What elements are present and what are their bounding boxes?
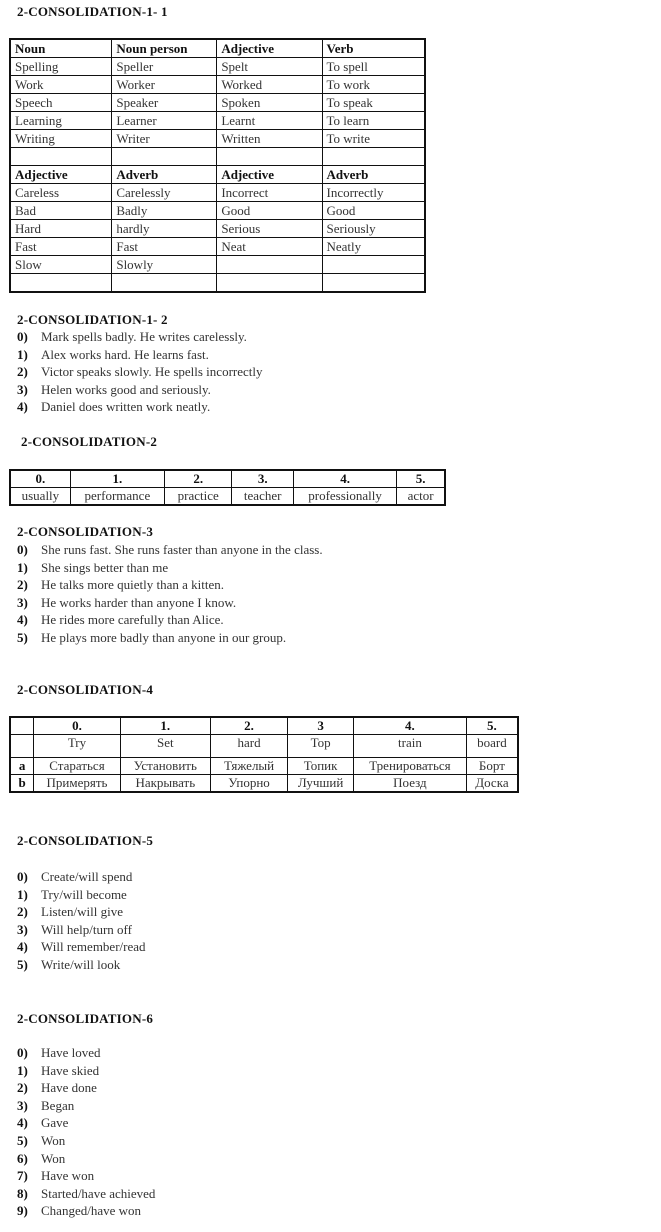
table-cell: train bbox=[354, 735, 467, 758]
item-number: 5) bbox=[17, 629, 28, 645]
table-cell: Good bbox=[322, 202, 425, 220]
table-cell: hardly bbox=[112, 220, 217, 238]
item-number: 2) bbox=[17, 1080, 28, 1096]
item-text: Won bbox=[41, 1132, 66, 1148]
item-text: Began bbox=[41, 1097, 75, 1113]
table-cell: Noun person bbox=[112, 39, 217, 58]
table-cell: Top bbox=[288, 735, 354, 758]
table-cell: Лучший bbox=[288, 775, 354, 793]
table-cell bbox=[322, 148, 425, 166]
table-cell: actor bbox=[397, 488, 445, 506]
table-cell: Примерять bbox=[34, 775, 120, 793]
section-title: 2-CONSOLIDATION-1- 1 bbox=[17, 4, 168, 19]
item-number: 0) bbox=[17, 542, 28, 557]
item-number: 1) bbox=[17, 559, 28, 575]
item-text: Create/will spend bbox=[41, 869, 133, 884]
table-row bbox=[10, 94, 425, 112]
table-cell: Incorrect bbox=[217, 184, 322, 202]
item-number: 3) bbox=[17, 594, 28, 610]
table-cell: Доска bbox=[466, 775, 518, 793]
item-number: 6) bbox=[17, 1150, 28, 1166]
list-item bbox=[17, 576, 323, 594]
item-number: 8) bbox=[17, 1185, 28, 1201]
table-cell: To spell bbox=[322, 58, 425, 76]
list-item bbox=[17, 541, 323, 559]
list-item bbox=[17, 1202, 155, 1220]
item-text: She runs fast. She runs faster than anyone in the class. bbox=[41, 542, 323, 557]
table-cell: professionally bbox=[294, 488, 397, 506]
list-item bbox=[17, 398, 263, 416]
table-row bbox=[10, 238, 425, 256]
table-cell bbox=[112, 148, 217, 166]
table-cell: 1. bbox=[70, 470, 164, 488]
table-cell: Установить bbox=[120, 758, 210, 775]
item-number: 0) bbox=[17, 1045, 28, 1060]
list-item bbox=[17, 328, 263, 346]
item-number: 5) bbox=[17, 1132, 28, 1148]
table-cell: Learner bbox=[112, 112, 217, 130]
table-row bbox=[10, 274, 425, 293]
table-cell: 1. bbox=[120, 717, 210, 735]
table-cell: Noun bbox=[10, 39, 112, 58]
item-text: She sings better than me bbox=[41, 559, 169, 575]
table-cell: Борт bbox=[466, 758, 518, 775]
item-text: Mark spells badly. He writes carelessly. bbox=[41, 329, 247, 344]
table-cell: To write bbox=[322, 130, 425, 148]
table-cell: Learning bbox=[10, 112, 112, 130]
table-row bbox=[10, 112, 425, 130]
table-cell: Adjective bbox=[217, 166, 322, 184]
word-forms-table bbox=[9, 38, 426, 293]
item-text: Won bbox=[41, 1150, 66, 1166]
list-item bbox=[17, 921, 146, 939]
item-number: 4) bbox=[17, 939, 28, 955]
table-cell: 5. bbox=[397, 470, 445, 488]
item-text: Daniel does written work neatly. bbox=[41, 399, 211, 415]
list-item bbox=[17, 1044, 155, 1062]
table-cell: Adjective bbox=[10, 166, 112, 184]
list-item bbox=[17, 956, 146, 974]
section-title: 2-CONSOLIDATION-4 bbox=[17, 682, 154, 697]
table-row bbox=[10, 470, 445, 488]
table-cell: Spelt bbox=[217, 58, 322, 76]
table-row bbox=[10, 775, 518, 793]
table-cell: Тяжелый bbox=[210, 758, 287, 775]
table-cell: Adverb bbox=[112, 166, 217, 184]
item-text: He talks more quietly than a kitten. bbox=[41, 577, 225, 593]
table-cell: Seriously bbox=[322, 220, 425, 238]
table-cell bbox=[10, 274, 112, 293]
table-cell: Good bbox=[217, 202, 322, 220]
item-text: He rides more carefully than Alice. bbox=[41, 612, 224, 628]
table-cell bbox=[112, 274, 217, 293]
item-number: 3) bbox=[17, 1097, 28, 1113]
table-cell: Set bbox=[120, 735, 210, 758]
item-number: 3) bbox=[17, 921, 28, 937]
section-title: 2-CONSOLIDATION-1- 2 bbox=[17, 312, 168, 327]
table-cell: Worker bbox=[112, 76, 217, 94]
item-number: 2) bbox=[17, 904, 28, 920]
item-text: Gave bbox=[41, 1115, 69, 1131]
table-cell: 3 bbox=[288, 717, 354, 735]
table-cell: 2. bbox=[210, 717, 287, 735]
list-item bbox=[17, 363, 263, 381]
item-number: 1) bbox=[17, 1062, 28, 1078]
table-cell: Incorrectly bbox=[322, 184, 425, 202]
item-text: Have won bbox=[41, 1168, 95, 1184]
item-text: Listen/will give bbox=[41, 904, 123, 920]
table-cell: Carelessly bbox=[112, 184, 217, 202]
item-text: Changed/have won bbox=[41, 1203, 142, 1219]
table-cell: Neat bbox=[217, 238, 322, 256]
list-item bbox=[17, 1132, 155, 1150]
table-cell: Verb bbox=[322, 39, 425, 58]
list-item bbox=[17, 868, 146, 886]
table-cell: 5. bbox=[466, 717, 518, 735]
table-cell bbox=[10, 148, 112, 166]
table-cell: hard bbox=[210, 735, 287, 758]
table-cell: Slowly bbox=[112, 256, 217, 274]
table-cell: Adjective bbox=[217, 39, 322, 58]
list-item bbox=[17, 559, 323, 577]
table-cell: To work bbox=[322, 76, 425, 94]
item-number: 0) bbox=[17, 869, 28, 884]
table-cell: Тренироваться bbox=[354, 758, 467, 775]
table-row bbox=[10, 220, 425, 238]
table-cell: Hard bbox=[10, 220, 112, 238]
list-item bbox=[17, 629, 323, 647]
table-row bbox=[10, 76, 425, 94]
item-number: 9) bbox=[17, 1203, 28, 1219]
item-text: Victor speaks slowly. He spells incorrectly bbox=[41, 364, 263, 380]
table-cell: Накрывать bbox=[120, 775, 210, 793]
table-cell: Badly bbox=[112, 202, 217, 220]
table-cell: Поезд bbox=[354, 775, 467, 793]
list-item bbox=[17, 1097, 155, 1115]
item-number: 4) bbox=[17, 612, 28, 628]
answer-list bbox=[17, 1044, 155, 1220]
answer-list bbox=[17, 328, 263, 416]
item-number: 4) bbox=[17, 399, 28, 415]
table-row bbox=[10, 184, 425, 202]
table-row bbox=[10, 717, 518, 735]
table-cell: Стараться bbox=[34, 758, 120, 775]
list-item bbox=[17, 346, 263, 364]
section-title: 2-CONSOLIDATION-3 bbox=[17, 524, 154, 539]
table-cell: Fast bbox=[112, 238, 217, 256]
table-cell: 4. bbox=[294, 470, 397, 488]
answer-list bbox=[17, 868, 146, 974]
item-number: 2) bbox=[17, 364, 28, 380]
item-text: Have loved bbox=[41, 1045, 101, 1060]
table-cell: Fast bbox=[10, 238, 112, 256]
table-cell: 3. bbox=[232, 470, 294, 488]
list-item bbox=[17, 1114, 155, 1132]
row-label: b bbox=[10, 775, 34, 793]
table-cell: To speak bbox=[322, 94, 425, 112]
item-number: 4) bbox=[17, 1115, 28, 1131]
item-text: Alex works hard. He learns fast. bbox=[41, 346, 209, 362]
table-cell: Writer bbox=[112, 130, 217, 148]
item-number: 2) bbox=[17, 577, 28, 593]
translation-table bbox=[9, 716, 519, 793]
list-item bbox=[17, 1150, 155, 1168]
table-row bbox=[10, 166, 425, 184]
table-cell: Neatly bbox=[322, 238, 425, 256]
table-cell bbox=[217, 148, 322, 166]
table-cell bbox=[322, 256, 425, 274]
item-text: He works harder than anyone I know. bbox=[41, 594, 237, 610]
list-item bbox=[17, 1167, 155, 1185]
table-cell: Work bbox=[10, 76, 112, 94]
list-item bbox=[17, 381, 263, 399]
table-cell: Spoken bbox=[217, 94, 322, 112]
item-number: 3) bbox=[17, 381, 28, 397]
table-cell: Worked bbox=[217, 76, 322, 94]
table-row bbox=[10, 202, 425, 220]
table-cell: Speech bbox=[10, 94, 112, 112]
table-cell: To learn bbox=[322, 112, 425, 130]
item-text: Will remember/read bbox=[41, 939, 146, 955]
table-row bbox=[10, 735, 518, 758]
table-cell: Speaker bbox=[112, 94, 217, 112]
table-row bbox=[10, 758, 518, 775]
table-row bbox=[10, 58, 425, 76]
table-cell: Writing bbox=[10, 130, 112, 148]
section-title: 2-CONSOLIDATION-5 bbox=[17, 833, 154, 848]
list-item bbox=[17, 594, 323, 612]
table-cell: practice bbox=[164, 488, 231, 506]
answer-list bbox=[17, 541, 323, 647]
list-item bbox=[17, 903, 146, 921]
table-cell bbox=[217, 256, 322, 274]
item-text: Helen works good and seriously. bbox=[41, 381, 211, 397]
item-text: Started/have achieved bbox=[41, 1185, 156, 1201]
table-cell bbox=[322, 274, 425, 293]
table-cell: Adverb bbox=[322, 166, 425, 184]
table-cell: 2. bbox=[164, 470, 231, 488]
item-text: Write/will look bbox=[41, 956, 121, 972]
list-item bbox=[17, 611, 323, 629]
table-cell: Топик bbox=[288, 758, 354, 775]
table-row bbox=[10, 256, 425, 274]
table-cell: Slow bbox=[10, 256, 112, 274]
table-cell bbox=[10, 717, 34, 735]
table-cell: Serious bbox=[217, 220, 322, 238]
section-title: 2-CONSOLIDATION-2 bbox=[21, 434, 158, 449]
table-row bbox=[10, 130, 425, 148]
list-item bbox=[17, 1062, 155, 1080]
section-title: 2-CONSOLIDATION-6 bbox=[17, 1011, 154, 1026]
item-number: 1) bbox=[17, 346, 28, 362]
item-text: Have done bbox=[41, 1080, 97, 1096]
table-cell: Written bbox=[217, 130, 322, 148]
table-cell: Learnt bbox=[217, 112, 322, 130]
table-cell: board bbox=[466, 735, 518, 758]
table-cell: Spelling bbox=[10, 58, 112, 76]
table-cell: 4. bbox=[354, 717, 467, 735]
table-cell: Try bbox=[34, 735, 120, 758]
table-row bbox=[10, 39, 425, 58]
table-row bbox=[10, 488, 445, 506]
table-cell: Упорно bbox=[210, 775, 287, 793]
list-item bbox=[17, 886, 146, 904]
item-number: 1) bbox=[17, 886, 28, 902]
list-item bbox=[17, 1079, 155, 1097]
item-number: 0) bbox=[17, 329, 28, 344]
table-cell bbox=[10, 735, 34, 758]
table-cell: usually bbox=[10, 488, 70, 506]
item-text: Have skied bbox=[41, 1062, 100, 1078]
table-cell: Careless bbox=[10, 184, 112, 202]
table-row bbox=[10, 148, 425, 166]
item-text: He plays more badly than anyone in our group. bbox=[41, 629, 287, 645]
table-cell: 0. bbox=[10, 470, 70, 488]
table-cell: 0. bbox=[34, 717, 120, 735]
row-label: a bbox=[10, 758, 34, 775]
table-cell: performance bbox=[70, 488, 164, 506]
list-item bbox=[17, 1185, 155, 1203]
table-cell bbox=[217, 274, 322, 293]
item-number: 7) bbox=[17, 1168, 28, 1184]
table-cell: teacher bbox=[232, 488, 294, 506]
table-cell: Bad bbox=[10, 202, 112, 220]
item-text: Try/will become bbox=[41, 886, 127, 902]
word-table bbox=[9, 469, 446, 506]
list-item bbox=[17, 938, 146, 956]
item-text: Will help/turn off bbox=[41, 921, 132, 937]
table-cell: Speller bbox=[112, 58, 217, 76]
item-number: 5) bbox=[17, 956, 28, 972]
